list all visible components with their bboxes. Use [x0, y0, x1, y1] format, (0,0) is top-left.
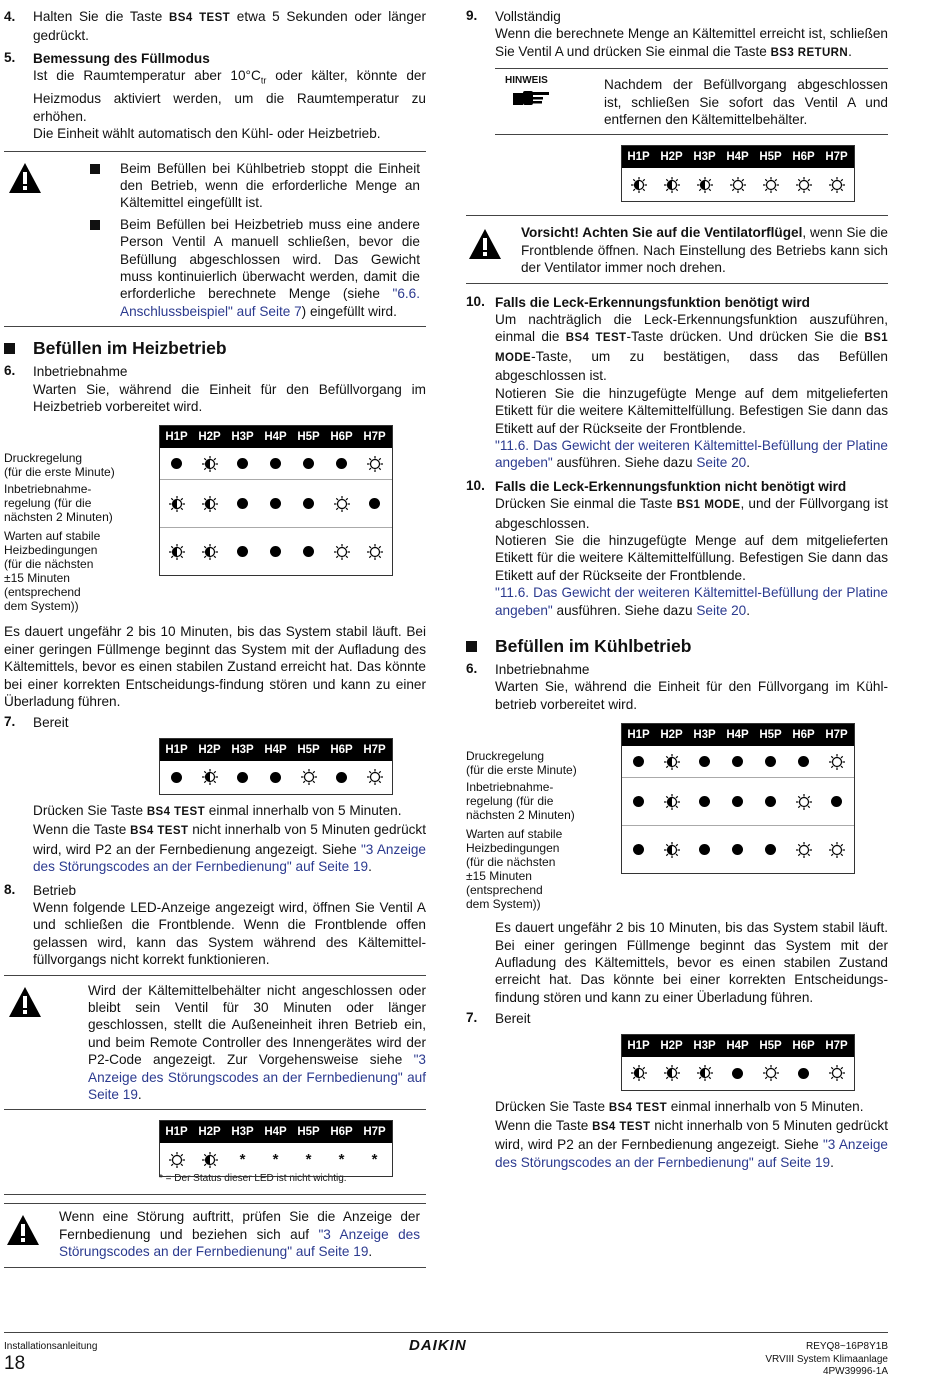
- step-heat-7-text: Drücken Sie Taste BS4 TEST einmal innerhalb von 5 Minuten. Wenn die Taste BS4 TEST nicht innerhalb von 5 Minuten gedrückt wird, wird P2 an der Fernbedienung angezeigt. Siehe "3 Anzeige des Störungscodes an der Fernbedienung" auf Seite 19.: [33, 802, 427, 875]
- led-on-icon: [721, 1057, 754, 1090]
- step-cool-7-text: Drücken Sie Taste BS4 TEST einmal innerhalb von 5 Minuten. Wenn die Taste BS4 TEST nicht innerhalb von 5 Minuten gedrückt wird, wird P2 an der Fernbedienung angezeigt. Siehe "3 Anzeige des Störungscodes an der Fernbedienung" auf Seite 19.: [495, 1098, 889, 1170]
- step-cool-6: 6. Inbetriebnahme Warten Sie, während die Einheit für den Füllvorgang im Kühl-betrieb vorbereitet wird.: [466, 660, 888, 712]
- led-header-cell: H7P: [825, 1039, 848, 1052]
- led-row: [622, 1057, 854, 1090]
- led-on-icon: [622, 833, 655, 866]
- led-header-cell: H6P: [330, 431, 353, 444]
- led-on-icon: [754, 833, 787, 866]
- led-on-icon: [259, 447, 292, 480]
- led-on-icon: [622, 745, 655, 778]
- led-header-cell: H1P: [627, 1039, 650, 1052]
- warning-box-container: Wird der Kältemittelbehälter nicht angeschlossen oder bleibt sein Ventil für 30 Minuten oder länger geschlossen, stellt die Außeneinheit ihren Betrieb ein, und beim Remote Controller des Innengerätes wird der P2-Code angezeigt. Zur Vorgehensweise siehe "3 Anzeige des Störungscodes an der Fernbedienung" auf Seite 19.: [4, 976, 426, 1110]
- led-on-icon: [259, 535, 292, 568]
- led-on-icon: [754, 745, 787, 778]
- led-header-cell: H6P: [792, 1039, 815, 1052]
- led-on-icon: [292, 447, 325, 480]
- led-on-icon: [160, 761, 193, 794]
- warning-box-filling: [4, 152, 426, 328]
- brand-logo: DAIKIN: [409, 1337, 467, 1354]
- led-off-icon: [325, 487, 358, 520]
- led-on-icon: [721, 833, 754, 866]
- led-blink-icon: [193, 761, 226, 794]
- led-off-icon: [820, 168, 853, 201]
- led-table-ready: [4, 738, 426, 800]
- led-blink-icon: [160, 487, 193, 520]
- led-blink-icon: [655, 1057, 688, 1090]
- led-header-row: [622, 724, 854, 746]
- led-on-icon: [160, 447, 193, 480]
- led-blink-icon: [193, 447, 226, 480]
- led-on-icon: [325, 761, 358, 794]
- led-dontcare-marker: *: [272, 1151, 279, 1169]
- led-row: [622, 777, 854, 825]
- led-row: [160, 527, 392, 575]
- warning-bullet-1: Beim Befüllen bei Kühlbetrieb stoppt die Einheit den Betrieb, wenn die erforderliche Menge an Kältemittel eingefüllt ist.: [90, 160, 420, 212]
- led-header-row: [622, 1035, 854, 1057]
- led-row-label: Druckregelung (für die erste Minute): [466, 749, 577, 778]
- led-off-icon: [721, 168, 754, 201]
- led-off-icon: [754, 1057, 787, 1090]
- led-header-cell: H3P: [231, 743, 254, 756]
- step-10-leak: 10. Falls die Leck-Erkennungsfunktion benötigt wird Um nachträglich die Leck-Erkennungsfunktion auszuführen, einmal die BS4 TEST-Taste drücken. Und drücken Sie die BS1 MODE-Taste, um zu bestätigen, dass das Befüllen abgeschlossen ist. Notieren Sie die hinzugefügte Menge auf dem mitgelieferten Etikett für die weitere Kältemittelfüllung. Befestigen Sie dann das Etikett auf der Rückseite der Frontblende. "11.6. Das Gewicht der weiteren Kältemittel-Befüllung der Platine angeben" ausführen. Siehe dazu Seite 20.: [466, 293, 888, 471]
- led-table-complete: [466, 145, 888, 205]
- led-blink-icon: [655, 168, 688, 201]
- led-off-icon: [358, 761, 391, 794]
- led-header-cell: H4P: [726, 151, 749, 164]
- led-note: * = Der Status dieser LED ist nicht wichtig.: [159, 1173, 347, 1185]
- link-gewicht[interactable]: "11.6. Das Gewicht der weiteren Kältemittel-Befüllung der Platine angeben": [495, 437, 888, 471]
- led-on-icon: [820, 785, 853, 818]
- led-off-icon: [820, 745, 853, 778]
- step-4: 4. Halten Sie die Taste BS4 TEST etwa 5 Sekunden oder länger gedrückt.: [4, 9, 426, 44]
- led-header-cell: H1P: [165, 1126, 188, 1139]
- led-header-cell: H6P: [792, 151, 815, 164]
- led-on-icon: [292, 487, 325, 520]
- step-heat-6: 6. Inbetriebnahme Warten Sie, während die Einheit für den Befüllvorgang im Heizbetrieb vorbereitet wird.: [4, 363, 426, 415]
- section-title-cooling: Befüllen im Kühlbetrieb: [466, 635, 888, 657]
- led-header-cell: H3P: [693, 1039, 716, 1052]
- led-on-icon: [259, 761, 292, 794]
- led-row: [622, 746, 854, 777]
- led-header-cell: H5P: [759, 729, 782, 742]
- led-on-icon: [622, 785, 655, 818]
- led-on-icon: [226, 535, 259, 568]
- led-blink-icon: [655, 745, 688, 778]
- led-header-cell: H2P: [198, 743, 221, 756]
- led-header-cell: H4P: [726, 729, 749, 742]
- led-header-cell: H3P: [693, 729, 716, 742]
- warning-box-error: Wenn eine Störung auftritt, prüfen Sie die Anzeige der Fernbedienung und beziehen sich auf "3 Anzeige des Störungscodes an der Fernbedienung" auf Seite 19.: [4, 1204, 426, 1267]
- led-header-cell: H7P: [825, 729, 848, 742]
- led-header-row: [622, 146, 854, 168]
- led-on-icon: [226, 447, 259, 480]
- link-stoerungscodes-2[interactable]: "3 Anzeige des Störungscodes an der Fernbedienung" auf Seite 19: [88, 1052, 426, 1102]
- led-table-cooling: [466, 723, 888, 919]
- led-blink-icon: [160, 535, 193, 568]
- led-blink-icon: [193, 487, 226, 520]
- led-table-operation: [4, 1120, 426, 1172]
- led-on-icon: [787, 1057, 820, 1090]
- led-blink-icon: [193, 1143, 226, 1176]
- led-dontcare-marker: *: [338, 1151, 345, 1169]
- link-gewicht-2[interactable]: "11.6. Das Gewicht der weiteren Kältemittel-Befüllung der Platine angeben": [495, 585, 888, 618]
- led-on-icon: [754, 785, 787, 818]
- footer-model-info: REYQ8~16P8Y1B VRVIII System Klimaanlage 4PW39996-1A: [765, 1341, 888, 1377]
- page-number: 18: [4, 1353, 26, 1374]
- warning-icon: [8, 162, 42, 194]
- step-heat-7: 7. Bereit: [4, 714, 69, 731]
- led-on-icon: [259, 487, 292, 520]
- led-on-icon: [325, 447, 358, 480]
- led-row: [622, 825, 854, 873]
- led-dontcare-marker: *: [239, 1151, 246, 1169]
- led-row: [160, 761, 392, 794]
- led-blink-icon: [193, 535, 226, 568]
- warning-icon: [6, 1214, 40, 1246]
- led-dontcare-marker: *: [371, 1151, 378, 1169]
- led-header-cell: H5P: [297, 1126, 320, 1139]
- led-on-icon: [358, 487, 391, 520]
- link-seite-20-2[interactable]: Seite 20: [696, 602, 747, 618]
- led-on-icon: [721, 785, 754, 818]
- led-header-cell: H7P: [825, 151, 848, 164]
- link-stoerungscodes-4[interactable]: "3 Anzeige des Störungscodes an der Fernbedienung" auf Seite 19: [495, 1137, 888, 1170]
- led-header-cell: H1P: [165, 431, 188, 444]
- led-off-icon: [820, 1057, 853, 1090]
- step-heat-8: 8. Betrieb Wenn folgende LED-Anzeige angezeigt wird, öffnen Sie Ventil A und schließen die Frontblende. Wenn die Frontblende offen gelassen wird, kann das System während des Kältemittel-füllvorgangs nicht korrekt funktionieren.: [4, 881, 426, 968]
- led-header-cell: H5P: [759, 151, 782, 164]
- link-stoerungscodes-3[interactable]: "3 Anzeige des Störungscodes an der Fernbedienung" auf Seite 19: [59, 1226, 420, 1260]
- led-row: [160, 448, 392, 479]
- led-on-icon: [226, 761, 259, 794]
- led-row-label: Inbetriebnahme- regelung (für die nächsten 2 Minuten): [4, 482, 113, 525]
- link-seite-20[interactable]: Seite 20: [696, 455, 747, 471]
- led-header-cell: H1P: [627, 729, 650, 742]
- led-header-cell: H2P: [660, 1039, 683, 1052]
- led-on-icon: [226, 487, 259, 520]
- led-header-row: [160, 426, 392, 448]
- link-anschlussbeispiel[interactable]: "6.6. Anschlussbeispiel" auf Seite 7: [120, 286, 420, 319]
- led-header-cell: H2P: [198, 1126, 221, 1139]
- led-blink-icon: [655, 833, 688, 866]
- step-cool-6-after: Es dauert ungefähr 2 bis 10 Minuten, bis das System stabil läuft. Bei einer geringen Füllmenge beginnt das System mit der Aufladung des Kältemittels, bevor es einen stabilen Zustand erreicht hat. Das könnte bei einer korrekten Entscheidungs-findung stören und kann zu einer Überladung führen.: [495, 920, 888, 1005]
- led-off-icon: [754, 168, 787, 201]
- step-5: 5. Bemessung des Füllmodus Ist die Raumtemperatur aber $10^\circ C_{tr}$ oder kälter, könnte der Heizmodus aktiviert werden, um die Raumtemperatur zu erhöhen. Die Einheit wählt automatisch den Kühl- oder Heizbetrieb.: [4, 49, 426, 142]
- led-off-icon: [325, 535, 358, 568]
- led-on-icon: [721, 745, 754, 778]
- warning-bullet-2: Beim Befüllen bei Heizbetrieb muss eine andere Person Ventil A manuell schließen, bevor die Befüllung abgeschlossen wird. Das Gewicht muss kontinuierlich überwacht werden, damit die erforderliche berechnete Menge (siehe "6.6. Anschlussbeispiel" auf Seite 7) eingefüllt wird.: [90, 216, 420, 320]
- led-header-cell: H3P: [693, 151, 716, 164]
- warning-box-fan: Vorsicht! Achten Sie auf die Ventilatorflügel, wenn Sie die Frontblende öffnen. Nach Einstellung des Betriebs kann sich der Ventilator immer noch drehen.: [466, 216, 888, 283]
- led-dontcare-marker: *: [305, 1151, 312, 1169]
- step-9: 9. Vollständig Wenn die berechnete Menge an Kältemittel erreicht ist, schließen Sie Ventil A und drücken Sie einmal die Taste BS3 RETURN.: [466, 8, 888, 59]
- section-title-heating: Befüllen im Heizbetrieb: [4, 337, 426, 359]
- led-off-icon: [358, 447, 391, 480]
- led-off-icon: [820, 833, 853, 866]
- led-row: [622, 168, 854, 201]
- led-off-icon: [787, 785, 820, 818]
- led-header-cell: H5P: [297, 431, 320, 444]
- step-heat-6-after: Es dauert ungefähr 2 bis 10 Minuten, bis das System stabil läuft. Bei einer geringen Füllmenge beginnt das System mit der Aufladung des Kältemittels, bevor es einen stabilen Zustand erreicht hat. Das könnte bei einer korrekten Entscheidungs-findung stören und kann zu einer Überladung führen.: [4, 624, 426, 710]
- step-cool-7: 7. Bereit: [466, 1010, 531, 1027]
- led-blink-icon: [622, 168, 655, 201]
- hinweis-box: HINWEIS Nachdem der Befüllvorgang abgeschlossen ist, schließen Sie sofort das Ventil A und entfernen den Kältemittelbehälter.: [505, 75, 888, 128]
- led-blink-icon: [622, 1057, 655, 1090]
- led-header-cell: H7P: [363, 431, 386, 444]
- led-header-row: [160, 1121, 392, 1143]
- led-header-cell: H2P: [660, 151, 683, 164]
- led-on-icon: [688, 745, 721, 778]
- led-header-cell: H5P: [759, 1039, 782, 1052]
- led-header-cell: H3P: [231, 431, 254, 444]
- right-column: [466, 8, 888, 1171]
- led-row-label: Warten auf stabile Heizbedingungen (für die nächsten ±15 Minuten (entsprechend dem System)): [466, 827, 563, 912]
- led-blink-icon: [688, 168, 721, 201]
- led-header-cell: H6P: [330, 743, 353, 756]
- led-header-cell: H1P: [627, 151, 650, 164]
- led-header-cell: H7P: [363, 743, 386, 756]
- led-header-cell: H4P: [264, 1126, 287, 1139]
- led-row: [160, 1143, 392, 1176]
- page-footer: [4, 1332, 888, 1377]
- led-header-cell: H6P: [792, 729, 815, 742]
- warning-icon: [468, 228, 502, 260]
- led-off-icon: [358, 535, 391, 568]
- led-off-icon: [787, 833, 820, 866]
- led-on-icon: [688, 785, 721, 818]
- led-off-icon: [160, 1143, 193, 1176]
- led-header-row: [160, 739, 392, 761]
- led-off-icon: [787, 168, 820, 201]
- led-row-label: Warten auf stabile Heizbedingungen (für die nächsten ±15 Minuten (entsprechend dem System)): [4, 529, 101, 614]
- led-header-cell: H6P: [330, 1126, 353, 1139]
- led-header-cell: H2P: [198, 431, 221, 444]
- led-on-icon: [787, 745, 820, 778]
- led-table-cool-ready: [466, 1034, 888, 1096]
- led-header-cell: H3P: [231, 1126, 254, 1139]
- led-header-cell: H4P: [726, 1039, 749, 1052]
- pointing-hand-icon: [513, 89, 551, 107]
- led-off-icon: [292, 761, 325, 794]
- warning-icon: [8, 986, 42, 1018]
- left-column: [4, 8, 426, 1268]
- led-header-cell: H7P: [363, 1126, 386, 1139]
- led-on-icon: [688, 833, 721, 866]
- led-row: [160, 479, 392, 527]
- led-blink-icon: [688, 1057, 721, 1090]
- led-row-label: Inbetriebnahme- regelung (für die nächsten 2 Minuten): [466, 780, 575, 823]
- led-header-cell: H2P: [660, 729, 683, 742]
- link-stoerungscodes[interactable]: "3 Anzeige des Störungscodes an der Fernbedienung" auf Seite 19: [33, 841, 426, 875]
- led-header-cell: H4P: [264, 743, 287, 756]
- led-table-heating: [4, 425, 426, 621]
- led-header-cell: H1P: [165, 743, 188, 756]
- led-header-cell: H4P: [264, 431, 287, 444]
- led-blink-icon: [655, 785, 688, 818]
- led-header-cell: H5P: [297, 743, 320, 756]
- footer-doc-title: Installationsanleitung: [4, 1341, 98, 1352]
- led-row-label: Druckregelung (für die erste Minute): [4, 451, 115, 480]
- led-on-icon: [292, 535, 325, 568]
- step-10-no-leak: 10. Falls die Leck-Erkennungsfunktion nicht benötigt wird Drücken Sie einmal die Taste BS1 MODE, und der Füllvorgang ist abgeschlossen. Notieren Sie die hinzugefügte Menge auf dem mitgelieferten Etikett für die weitere Kältemittelfüllung. Befestigen Sie dann das Etikett auf der Rückseite der Frontblende. "11.6. Das Gewicht der weiteren Kältemittel-Befüllung der Platine angeben" ausführen. Siehe dazu Seite 20.: [466, 477, 888, 618]
